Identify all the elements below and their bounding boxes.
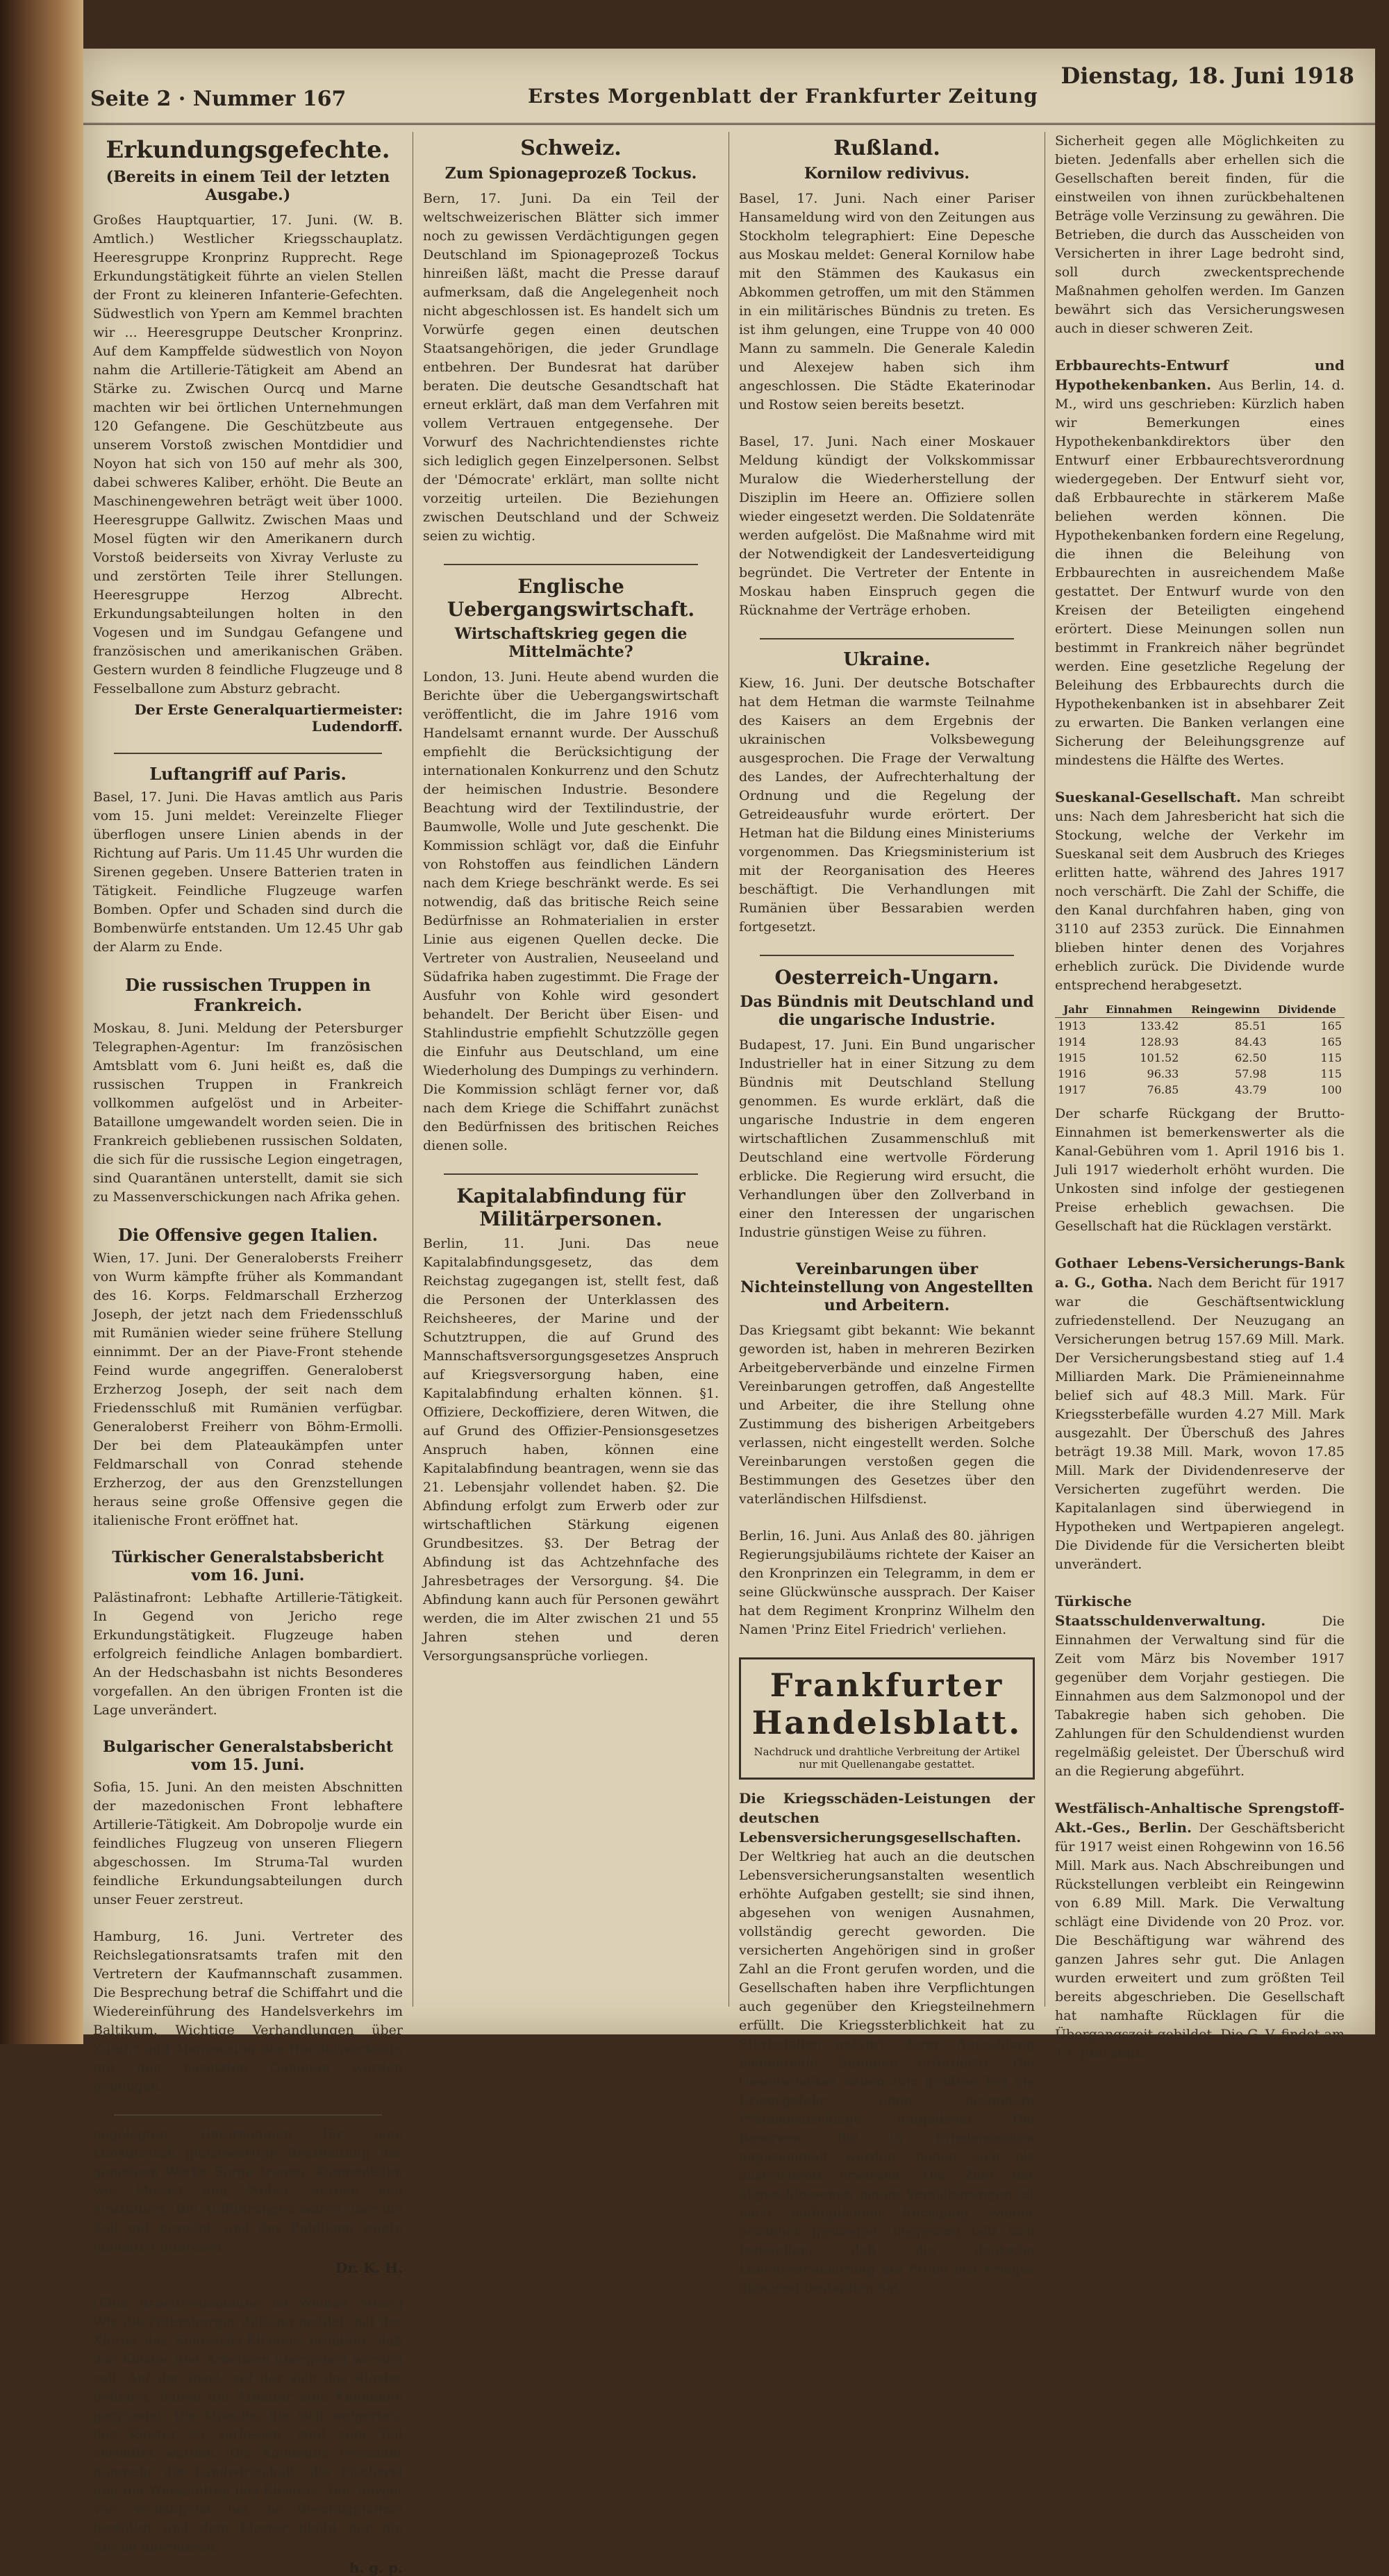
column-3 <box>729 132 1045 2295</box>
section-banner-note: Nachdruck und drahtliche Verbreitung der Artikel nur mit Quellenangabe gestattet. <box>754 1746 1020 1771</box>
table-row <box>1055 1018 1345 1035</box>
article-bulgarischer-bericht <box>93 1738 403 1909</box>
article-title: Rußland. <box>833 136 940 160</box>
entry-text: Der Weltkrieg hat auch an die deutschen Lebensversicherungsanstalten wesentlich erhöhte Aufgaben gestellt; sie sind ihnen, abgesehen von wenigen Ausnahmen, vollständig gerecht geworden. Die versicherten Angehörigen sind in großer Zahl an die Front gerufen worden, und die Gesellschaften haben ihre Verpflichtungen auch gegenüber den Kriegsteilnehmern erfüllt. Die Kriegssterblichkeit hat zu Sterbefällen geführt, deren Auszahlung bedeutende Summen erforderte. Die Gesellschaften haben zum größten Teil die Kriegsgefahr ohne besondere Prämienzuschläge mitgedeckt. Die Reserven, die in Friedenszeiten angesammelt wurden, haben sich als ausreichend erwiesen. Die Zahl der abgeschlossenen neuen Versicherungen ist nach anfänglichem Rückgang wieder erheblich gestiegen. Insgesamt läßt sich feststellen, daß die deutsche Lebensversicherung die Probe des Krieges glänzend bestanden hat. <box>739 1849 1035 2295</box>
article-body: Großes Hauptquartier, 17. Juni. (W. B. Amtlich.) Westlicher Kriegsschauplatz. Heeresgruppe Kronprinz Rupprecht. Rege Erkundungstätigkeit führte an vielen Stellen der Front zu kleineren Infanterie-Gefechten. Südwestlich von Ypern am Kemmel brachten wir ... Heeresgruppe Deutscher Kronprinz. Auf dem Kampffelde südwestlich von Noyon nahm die Artillerie-Tätigkeit am Abend an Stärke zu. Zwischen Ourcq und Marne machten wir bei örtlichen Unternehmungen 120 Gefangene. Die Geschützbeute aus unserem Vorstoß zwischen Montdidier und Noyon hat sich von 150 auf mehr als 300, dabei schweres Kaliber, erhöht. Die Beute an Maschinengewehren beträgt weit über 1000. Heeresgruppe Gallwitz. Zwischen Maas und Mosel fügten wir den Amerikanern durch Vorstoß beiderseits von Xivray Verluste zu und zerstörten Teile ihrer Stellungen. Heeresgruppe Herzog Albrecht. Erkundungsabteilungen holten in den Vogesen und im Sundgau Gefangene und französischen und amerikanischen Gräben. Gestern wurden 8 feindliche Flugzeuge und 8 Fesselballone zum Absturz gebracht. <box>93 212 403 696</box>
article-body: London, 13. Juni. Heute abend wurden die Berichte über die Uebergangswirtschaft veröffentlicht, die im Jahre 1916 vom Handelsamt ernannt wurde. Der Ausschuß empfiehlt die Berücksichtigung der internationalen Konkurrenz und den Schutz der heimischen Industrie. Besondere Beachtung wird der Textilindustrie, der Baumwolle, Wolle und Jute geschenkt. Die Kommission schlägt vor, daß die Einfuhr von Rohstoffen aus feindlichen Ländern nach dem Kriege beschränkt werde. Es sei notwendig, daß das britische Reich seine Bedürfnisse an Rohmaterialien in erster Linie aus eigenen Quellen decke. Die Vertreter von Australien, Neuseeland und Südafrika haben zugestimmt. Die Frage der Ausfuhr von Kohle wird gesondert behandelt. Der Bericht über Eisen- und Stahlindustrie empfiehlt Schutzzölle gegen die Einfuhr aus Deutschland, um eine Wiederholung des Dumpings zu verhindern. Die Kommission schlägt ferner vor, daß nach dem Kriege die Schiffahrt zunächst den Bedürfnissen des britischen Reiches dienen solle. <box>423 669 719 1153</box>
article-credit: Der Erste Generalquartiermeister: Ludendorff. <box>134 701 403 735</box>
article-body: Berlin, 11. Juni. Das neue Kapitalabfindungsgesetz, das dem Reichstag zugegangen ist, stellt fest, daß die Personen der Unterklassen des Reichsheeres, der Marine und der Schutztruppen, die auf Grund des Mannschaftsversorgungsgesetzes Anspruch auf Kriegsversorgung haben, eine Kapitalabfindung erhalten können. §1. Offiziere, Deckoffiziere, deren Witwen, die auf Grund des Offizier-Pensionsgesetzes Anspruch haben, können eine Kapitalabfindung beantragen, wenn sie das 21. Lebensjahr vollendet haben. §2. Die Abfindung erfolgt zum Erwerb oder zur wirtschaftlichen Stärkung eigenen Grundbesitzes. §3. Der Betrag der Abfindung ist das Achtzehnfache des Jahresbetrages der Versorgung. §4. Die Abfindung kann auch für Personen gewährt werden, die im Alter zwischen 21 und 55 Jahren stehen und deren Versorgungsansprüche vorliegen. <box>423 1236 719 1664</box>
entry-text: Nach dem Bericht für 1917 war die Geschäftsentwicklung zufriedenstellend. Der Neuzugang an Versicherungen betrug 157.69 Mill. Mark. Der Versicherungsbestand stieg auf 1.4 Milliarden Mark. Die Prämieneinnahme belief sich auf 48.3 Mill. Mark. Für Kriegssterbefälle wurden 4.27 Mill. Mark ausgezahlt. Der Überschuß des Jahres beträgt 19.38 Mill. Mark, wovon 17.85 Mill. Mark der Dividendenreserve der Versicherten zugeführt werden. Die Kapitalanlagen sind überwiegend in Hypotheken und Wertpapieren angelegt. Die Dividende für die Versicherten bleibt unverändert. <box>1055 1276 1345 1572</box>
article-tuerkischer-bericht <box>93 1548 403 1720</box>
divider <box>114 2114 382 2116</box>
table-header-row <box>1055 1002 1345 1018</box>
column-2 <box>413 132 729 2007</box>
article-body <box>1055 1592 1345 1781</box>
article-subtitle: (Bereits in einem Teil der letzten Ausgabe.) <box>106 168 390 204</box>
article-body: Berlin, 16. Juni. Aus Anlaß des 80. jährigen Regierungsjubiläums richtete der Kaiser an den Kronprinzen ein Telegramm, in dem er seine Glückwünsche aussprach. Der Kaiser hat dem Regiment Kronprinz Wilhelm den Namen 'Prinz Eitel Friedrich' verliehen. <box>739 1528 1035 1637</box>
table-cell: 165 <box>1320 1035 1342 1048</box>
article-body <box>1055 788 1345 995</box>
table-row <box>1055 1050 1345 1066</box>
table-cell: 85.51 <box>1235 1019 1267 1032</box>
column-4 <box>1045 132 1354 2061</box>
article-russland <box>739 136 1035 415</box>
article-kapitalabfindung <box>423 1185 719 1666</box>
entry-title: Sueskanal-Gesellschaft. <box>1055 789 1241 805</box>
column-1 <box>83 132 413 2576</box>
table-row <box>1055 1034 1345 1050</box>
article-berlin-jubilaeum <box>739 1527 1035 1639</box>
newspaper-page <box>83 49 1375 2576</box>
article-title: Luftangriff auf Paris. <box>149 764 347 784</box>
article-body: Sicherheit gegen alle Möglichkeiten zu bieten. Jedenfalls aber erhellen sich die Gesellschaften bereit finden, für die einstweilen von ihnen zurückbehaltenen Beträge volle Verzinsung zu gewähren. Die Betrieben, die durch das Ausscheiden von Versicherten in ihrer Lage bedroht sind, soll durch zweckentsprechende Maßnahmen geholfen werden. Im Ganzen bewährt sich das Versicherungswesen auch in dieser schweren Zeit. <box>1055 133 1345 336</box>
article-body: Bern, 17. Juni. Da ein Teil der weltschweizerischen Blätter sich immer noch zu gewissen Verdächtigungen gegen Deutschland im Spionageprozeß Tockus hinreißen läßt, macht die Presse darauf aufmerksam, daß die Angelegenheit noch nicht abgeschlossen ist. Es handelt sich um Vorwürfe gegen einen deutschen Staatsangehörigen, die jeder Grundlage entbehren. Der Bundesrat hat darüber beraten. Die deutsche Gesandtschaft hat erneut erklärt, daß man dem Verfahren mit vollem Vertrauen entgegensehe. Der Vorwurf des Nachrichtendienstes richte sich lediglich gegen Einzelpersonen. Selbst der 'Démocrate' erklärt, man sollte nicht vorzeitig urteilen. Die Beziehungen zwischen Deutschland und der Schweiz seien zu wichtig. <box>423 191 719 544</box>
page-number: Seite 2 · Nummer 167 <box>90 87 347 111</box>
entry-text: Man schreibt uns: Nach dem Jahresbericht hat sich die Stockung, welche der Verkehr im Sueskanal seit dem Ausbruch des Krieges erlitten hatte, während des Jahres 1917 noch verschärft. Die Zahl der Schiffe, die den Kanal durchfahren haben, ging von 3110 auf 2353 zurück. Die Einnahmen blieben hinter denen des Vorjahres erheblich zurück. Die Dividende wurde entsprechend herabgesetzt. <box>1055 790 1345 993</box>
table-cell: 62.50 <box>1235 1051 1267 1064</box>
entry-text: Aus Berlin, 14. d. M., wird uns geschrieben: Kürzlich haben wir Bemerkungen eines Hypothekenbankdirektors über den Entwurf einer Erbbaurechtsverordnung wiedergegeben. Der Entwurf sieht vor, daß Erbbaurechte in stärkerem Maße beliehen werden können. Die Hypothekenbanken fordern eine Regelung, die ihnen die Beleihung von Erbbaurechten in ausreichendem Maße gestattet. Der Entwurf wurde von den Kreisen der Beteiligten eingehend erörtert. Diese Meinungen sollen nun bestimmt in Frankreich näher begründet werden. Eine gesetzliche Regelung der Beleihung des Erbbaurechts durch die Hypothekenbanken ist in absehbarer Zeit zu erwarten. Die Banken verlangen eine Sicherung der Beleihungsgrenze auf mindestens die Hälfte des Wertes. <box>1055 378 1345 768</box>
article-title: Die russischen Truppen in Frankreich. <box>125 975 371 1015</box>
entry-title: Westfälisch-Anhaltische Sprengstoff-Akt.-Ges., Berlin. <box>1055 1800 1345 1836</box>
table-cell: 133.42 <box>1140 1019 1179 1032</box>
table-header-cell: Reingewinn <box>1181 1002 1270 1018</box>
table-cell: 165 <box>1320 1019 1342 1032</box>
table-cell: 84.43 <box>1235 1035 1267 1048</box>
article-body: angelegten Unternehmen für eine künstlerisch gleichwertige Bearbeitung der gemeinen Werke Sorge tragen. Komponisten wie Mozart und Weber werden neu einstudiert. Die Aufführungen waren über die Zeit gut besucht, und das Publikum zeigte lebhaftes Interesse. <box>93 2127 403 2255</box>
sueskanal-table <box>1055 1002 1345 1098</box>
entry-title: Gothaer Lebens-Versicherungs-Bank a. G., Gotha. <box>1055 1255 1345 1291</box>
article-erbbaurecht <box>1055 356 1345 770</box>
table-cell: 43.79 <box>1235 1083 1267 1096</box>
table-cell: 1915 <box>1058 1051 1086 1064</box>
article-body <box>739 1789 1035 2298</box>
entry-text: Die Einnahmen der Verwaltung sind für die Zeit vom März bis November 1917 gegenüber dem Vorjahr gestiegen. Die Einnahmen aus dem Salzmonopol und der Tabakregie haben sich gehoben. Die Zahlungen für den Schuldendienst wurden regelmäßig geleistet. Der Überschuß wird an die Regierung abgeführt. <box>1055 1614 1345 1779</box>
article-offensive-italien <box>93 1225 403 1530</box>
divider <box>760 955 1014 956</box>
table-cell: 1913 <box>1058 1019 1086 1032</box>
article-title: Ukraine. <box>843 649 931 670</box>
table-header-cell: Dividende <box>1270 1002 1345 1018</box>
article-body <box>1055 1799 1345 2063</box>
divider <box>760 638 1014 639</box>
newspaper-title: Erstes Morgenblatt der Frankfurter Zeitung <box>528 85 1038 108</box>
article-title: Bulgarischer Generalstabsbericht vom 15. Juni. <box>103 1738 393 1774</box>
article-credit: Dr. K. H. <box>335 2259 403 2276</box>
table-cell: 96.33 <box>1147 1067 1179 1080</box>
article-arbeiterkommune <box>93 2294 403 2576</box>
article-vereinbarungen <box>739 1260 1035 1509</box>
entry-title: Die Kriegsschäden-Leistungen der deutschen Lebensversicherungsgesellschaften. <box>739 1790 1035 1846</box>
article-body: Moskau, 8. Juni. Meldung der Petersburger Telegraphen-Agentur: Im französischen Amtsblatt vom 6. Juni heißt es, daß die russischen Truppen in Frankreich vollkommen aufgelöst und in Arbeiter-Bataillone umgewandelt worden seien. Die in Frankreich gebliebenen russischen Soldaten, die sich für die russische Legion eingetragen, sind Quarantänen unterstellt, damit sie sich zu Massenverschickungen nach Afrika gehen. <box>93 1021 403 1205</box>
article-body: [Eine Arbeiterkommune im Weißen Meer.] Wie die Petersburger Zeitung meldet, hat der Klerus des Solowezki-Klosters erhalten, daß das Kloster den Arbeitern übergeben werden soll. Auf der Insel, auf der sich das Kloster befindet, haben die Arbeiter eine Kommune gegründet. Die Mönche, die sich weigerten, das Kloster zu verlassen, sind zum Teil verhaftet worden. Die Kommune verwaltet nunmehr die Landwirtschaft, die Fischerei und die Werkstätten des Klosters. Der Sowjet von Archangelsk hat die Beschlagnahme bestätigt und dem Kloster bleibt nur die Kirche überlassen. <box>93 2295 403 2554</box>
article-body: Sofia, 15. Juni. An den meisten Abschnitten der mazedonischen Front lebhaftere Artillerie-Tätigkeit. Am Dobropolje wurde ein feindliches Flugzeug von unseren Fliegern abgeschossen. Im Struma-Tal wurden feindliche Erkundungsabteilungen durch unser Feuer zerstreut. <box>93 1780 403 1907</box>
article-sprengstoff <box>1055 1799 1345 2063</box>
article-sueskanal <box>1055 788 1345 1236</box>
article-body: Budapest, 17. Juni. Ein Bund ungarischer Industrieller hat in einer Sitzung zu dem Bündnis mit Deutschland Stellung genommen. Es wurde erklärt, daß die ungarische Industrie in dem engeren wirtschaftlichen Zusammenschluß mit Deutschland eine wertvolle Förderung erblicke. Die Regierung wird ersucht, die Verhandlungen über den Zollverband in einer den Interessen der ungarischen Industrie günstigen Weise zu führen. <box>739 1037 1035 1240</box>
table-row <box>1055 1082 1345 1098</box>
article-muralow <box>739 433 1035 620</box>
article-title: Schweiz. <box>520 136 622 160</box>
article-credit: h. g. p. <box>349 2559 403 2576</box>
article-subtitle: Wirtschaftskrieg gegen die Mittelmächte? <box>454 625 688 661</box>
article-body: Wien, 17. Juni. Der Generalobersts Freiherr von Wurm kämpfte früher als Kommandant des 16. Korps. Feldmarschall Erzherzog Joseph, der jetzt nach dem Friedensschluß mit Rumänien wieder seine frühere Stellung einnimmt. Der an der Piave-Front stehende Feind wurde angegriffen. Generaloberst Erzherzog Joseph, der seit nach dem Friedensschluß mit Rumänien verfügbar. Generaloberst Freiherr von Böhm-Ermolli. Der bei dem Plateaukämpfen unter Feldmarschall von Conrad stehende Erzherzog, der aus den Grenzstellungen heraus seine große Offensive gegen die italienische Front eröffnet hat. <box>93 1251 403 1528</box>
article-body <box>1055 1254 1345 1574</box>
article-subtitle: Kornilow redivivus. <box>804 165 970 183</box>
table-cell: 128.93 <box>1140 1035 1179 1048</box>
article-ukraine <box>739 649 1035 937</box>
article-tuerkische-staatsschulden <box>1055 1592 1345 1781</box>
article-gothaer <box>1055 1254 1345 1574</box>
table-header-cell: Einnahmen <box>1097 1002 1182 1018</box>
article-body: Der scharfe Rückgang der Brutto-Einnahmen ist bemerkenswerter als die Kanal-Gebühren vom 1. April 1916 bis 1. Juli 1917 wiederholt erhöht wurden. Die Unkosten sind infolge der gestiegenen Preise erheblich gewachsen. Die Gesellschaft hat die Rücklagen verstärkt. <box>1055 1106 1345 1234</box>
divider <box>114 753 382 754</box>
article-erkundungsgefechte <box>93 136 403 735</box>
article-kriegsschaeden <box>739 1789 1035 2298</box>
article-title: Erkundungsgefechte. <box>106 136 390 164</box>
article-schweiz <box>423 136 719 546</box>
article-body: Palästinafront: Lebhafte Artillerie-Tätigkeit. In Gegend von Jericho rege Erkundungstätigkeit. Flugzeuge haben erfolgreich feindliche Anlagen bombardiert. An der Hedschasbahn ist nichts Besonderes vorgefallen. An den übrigen Fronten ist die Lage unverändert. <box>93 1590 403 1718</box>
table-cell: 1916 <box>1058 1067 1086 1080</box>
article-body: Das Kriegsamt gibt bekannt: Wie bekannt geworden ist, haben in mehreren Bezirken Arbeitgeberverbände und einzelne Firmen Vereinbarungen getroffen, daß Angestellte und Arbeiter, die ihre Stellung ohne Zustimmung des bisherigen Arbeitgebers verlassen, nicht eingestellt werden. Solche Vereinbarungen verstoßen gegen die Bestimmungen des Gesetzes über den vaterländischen Hilfsdienst. <box>739 1323 1035 1507</box>
section-banner-title: Frankfurter Handelsblatt. <box>751 1666 1022 1741</box>
article-title: Englische Uebergangswirtschaft. <box>447 575 695 621</box>
table-cell: 100 <box>1320 1083 1342 1096</box>
article-continuation <box>1055 132 1345 338</box>
article-body: Hamburg, 16. Juni. Vertreter des Reichslegationsratsamts trafen mit den Vertretern der Kaufmannschaft zusammen. Die Besprechung betraf die Schiffahrt und die Wiedereinführung des Handelsverkehrs im Baltikum. Wichtige Verhandlungen über Zufuhr und Abgrenzung des Handelsverkehrs mit den besetzten Gebieten wurden gepflogen. <box>93 1929 403 2094</box>
article-oesterreich-ungarn <box>739 966 1035 1242</box>
article-body: Basel, 17. Juni. Die Havas amtlich aus Paris vom 15. Juni meldet: Vereinzelte Flieger überflogen unsere Linien abends in der Richtung auf Paris. Um 11.45 Uhr wurden die Sirenen gegeben. Unsere Batterien traten in Tätigkeit. Feindliche Flugzeuge warfen Bomben. Opfer und Schaden sind durch die Bombenwürfe entstanden. Um 12.45 Uhr gab der Alarm zu Ende. <box>93 789 403 955</box>
article-body <box>1055 356 1345 770</box>
table-cell: 1917 <box>1058 1083 1086 1096</box>
table-row <box>1055 1066 1345 1082</box>
table-header-cell: Jahr <box>1055 1002 1097 1018</box>
article-subtitle: Zum Spionageprozeß Tockus. <box>444 165 697 183</box>
article-title: Türkischer Generalstabsbericht vom 16. Juni. <box>112 1548 384 1584</box>
article-luftangriff <box>93 764 403 957</box>
article-title: Vereinbarungen über Nichteinstellung von Angestellten und Arbeitern. <box>740 1260 1033 1314</box>
handelsblatt-banner <box>739 1657 1035 1780</box>
article-uebergangswirtschaft <box>423 575 719 1155</box>
table-cell: 76.85 <box>1147 1083 1179 1096</box>
divider <box>444 564 698 565</box>
entry-title: Türkische Staatsschuldenverwaltung. <box>1055 1593 1266 1629</box>
article-title: Oesterreich-Ungarn. <box>774 966 999 989</box>
article-subtitle: Das Bündnis mit Deutschland und die ungarische Industrie. <box>740 993 1034 1029</box>
article-body: Basel, 17. Juni. Nach einer Moskauer Meldung kündigt der Volkskommissar Muralow die Wiederherstellung der Disziplin im Heere an. Offiziere sollen wieder eingesetzt werden. Die Soldatenräte werden aufgelöst. Die Maßnahme wird mit der Notwendigkeit der Landesverteidigung begründet. Die Vertreter der Entente in Moskau haben Einspruch gegen die Rücknahme der Verträge erhoben. <box>739 434 1035 618</box>
entry-title: Erbbaurechts-Entwurf und Hypothekenbanken. <box>1055 357 1345 393</box>
masthead <box>83 49 1375 125</box>
table-cell: 57.98 <box>1235 1067 1267 1080</box>
table-cell: 101.52 <box>1140 1051 1179 1064</box>
article-russische-truppen <box>93 975 403 1207</box>
article-feuilleton <box>93 2125 403 2276</box>
article-hamburg <box>93 1927 403 2096</box>
article-body: Kiew, 16. Juni. Der deutsche Botschafter hat dem Hetman die warmste Teilnahme des Kaisers an dem Ergebnis der ukrainischen Volksbewegung ausgesprochen. Die Frage der Verwaltung des Landes, der Aufrechterhaltung der Ordnung und die Regelung der Getreideausfuhr wurde erörtert. Der Hetman hat die Bildung eines Ministeriums vorgenommen. Das Kriegsministerium ist mit der Reorganisation des Heeres beschäftigt. Die Verhandlungen mit Rumänien über Bessarabien werden fortgesetzt. <box>739 676 1035 935</box>
table-cell: 1914 <box>1058 1035 1086 1048</box>
table-cell: 115 <box>1320 1051 1342 1064</box>
issue-date: Dienstag, 18. Juni 1918 <box>1061 62 1354 89</box>
article-title: Kapitalabfindung für Militärpersonen. <box>456 1185 685 1230</box>
divider <box>444 1173 698 1175</box>
table-cell: 115 <box>1320 1067 1342 1080</box>
article-body: Basel, 17. Juni. Nach einer Pariser Hansameldung wird von den Zeitungen aus Stockholm telegraphiert: Eine Depesche aus Moskau meldet: General Kornilow habe mit den Stämmen des Kaukasus ein Abkommen getroffen, um mit den Stämmen in ein militärisches Bündnis zu treten. Es ist ihm gelungen, eine Truppe von 40 000 Mann zu sammeln. Die Generale Kaledin und Alexejew haben sich ihm angeschlossen. Die Städte Ekaterinodar und Rostow seien bereits besetzt. <box>739 191 1035 412</box>
article-title: Die Offensive gegen Italien. <box>117 1225 379 1245</box>
book-spine <box>0 0 83 2044</box>
entry-text: Der Geschäftsbericht für 1917 weist einen Rohgewinn von 16.56 Mill. Mark aus. Nach Abschreibungen und Rückstellungen verbleibt ein Reingewinn von 6.89 Mill. Mark. Die Verwaltung schlägt eine Dividende von 20 Proz. vor. Die Beschäftigung war während des ganzen Jahres sehr gut. Die Anlagen wurden erweitert und zum größten Teil bereits abgeschrieben. Die Gesellschaft hat namhafte Rücklagen für die Übergangszeit gebildet. Die G.-V. findet am 15. Juni statt. <box>1055 1821 1345 2061</box>
